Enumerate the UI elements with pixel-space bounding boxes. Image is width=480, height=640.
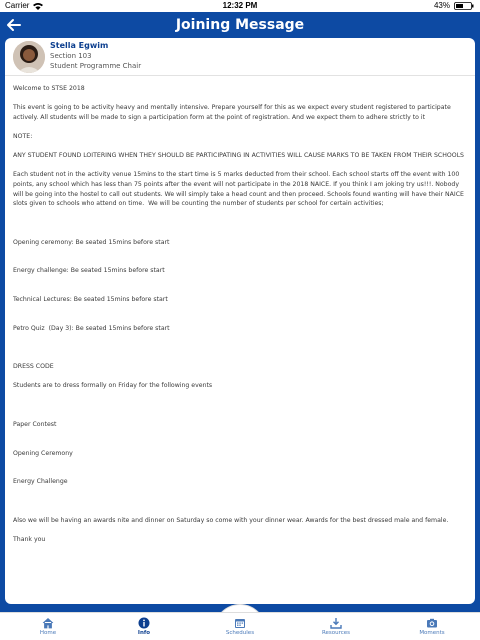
tab-schedules-label: Schedules xyxy=(225,630,255,636)
dinner-note: Also we will be having an awards nite and dinner on Saturday so come with your dinner wear. Awards for the best dressed male and female. xyxy=(13,516,449,524)
message-card xyxy=(5,38,475,604)
tab-resources[interactable] xyxy=(288,613,384,640)
avatar xyxy=(13,41,45,73)
schedule-list xyxy=(13,218,465,352)
tab-schedules[interactable] xyxy=(192,613,288,640)
battery-percentage: 43% xyxy=(433,1,450,10)
message-body xyxy=(13,84,465,554)
status-bar xyxy=(0,0,480,12)
author-header xyxy=(5,38,475,76)
points-rule: Each student not in the activity venue 15mins to the start time is 5 marks deducted from their school. Each school starts off the event with 100 points, any school which has less than 75 points after the event will not participate in the 2018 NAICE. If you think I am joking try us!!!. Nobody will be going into the hostel to call out students. We will simply take a head count and then proceed. Schools found wanting will have their NAICE slots given to schools who attend on time. We will be counting the number of students per school for certain activities; xyxy=(13,171,466,208)
carrier-label: Carrier xyxy=(5,1,30,10)
dress-intro: Students are to dress formally on Friday for the following events xyxy=(13,382,213,390)
schedule-line: Petro Quiz (Day 3): Be seated 15mins before start xyxy=(13,324,170,332)
tab-info[interactable] xyxy=(96,613,192,640)
tab-moments[interactable] xyxy=(384,613,480,640)
status-time: 12:32 PM xyxy=(222,1,258,10)
dress-code-heading: DRESS CODE xyxy=(13,363,54,371)
tab-home-label: Home xyxy=(39,630,57,636)
note-heading: NOTE: xyxy=(13,132,33,140)
message-intro: This event is going to be activity heavy and mentally intensive. Prepare yourself for this as we expect every student registered to participate actively. All students will be made to sign a participation form at the point of registration. And we expect them to adhere strictly to it xyxy=(13,104,453,121)
schedule-line: Energy challenge: Be seated 15mins before start xyxy=(13,267,165,275)
dress-event: Opening Ceremony xyxy=(13,449,73,457)
author-role: Student Programme Chair xyxy=(50,62,142,70)
tab-resources-label: Resources xyxy=(321,630,351,636)
dress-event: Paper Contest xyxy=(13,420,57,428)
schedule-line: Technical Lectures: Be seated 15mins before start xyxy=(13,296,168,304)
dress-events-list xyxy=(13,401,465,507)
tab-home[interactable] xyxy=(0,613,96,640)
battery-icon xyxy=(454,2,474,10)
info-icon xyxy=(138,617,150,629)
page-title: Joining Message xyxy=(175,17,305,33)
download-icon xyxy=(330,617,342,629)
nav-bar xyxy=(0,12,480,38)
author-section: Section 103 xyxy=(50,52,92,60)
camera-icon xyxy=(426,617,438,629)
author-name: Stella Egwim xyxy=(50,41,109,50)
tab-info-label: Info xyxy=(137,630,151,636)
home-icon xyxy=(42,617,54,629)
schedule-line: Opening ceremony: Be seated 15mins before start xyxy=(13,238,170,246)
message-greeting: Welcome to STSE 2018 xyxy=(13,85,85,92)
tab-moments-label: Moments xyxy=(419,630,445,636)
closing-text: Thank you xyxy=(13,535,46,543)
tab-bar xyxy=(0,612,480,640)
avatar-photo-icon xyxy=(13,41,45,73)
calendar-icon xyxy=(234,617,246,629)
message-warning: ANY STUDENT FOUND LOITERING WHEN THEY SHOULD BE PARTICIPATING IN ACTIVITIES WILL CAUSE MARKS TO BE TAKEN FROM THEIR SCHOOLS xyxy=(13,152,464,160)
dress-event: Energy Challenge xyxy=(13,478,68,486)
